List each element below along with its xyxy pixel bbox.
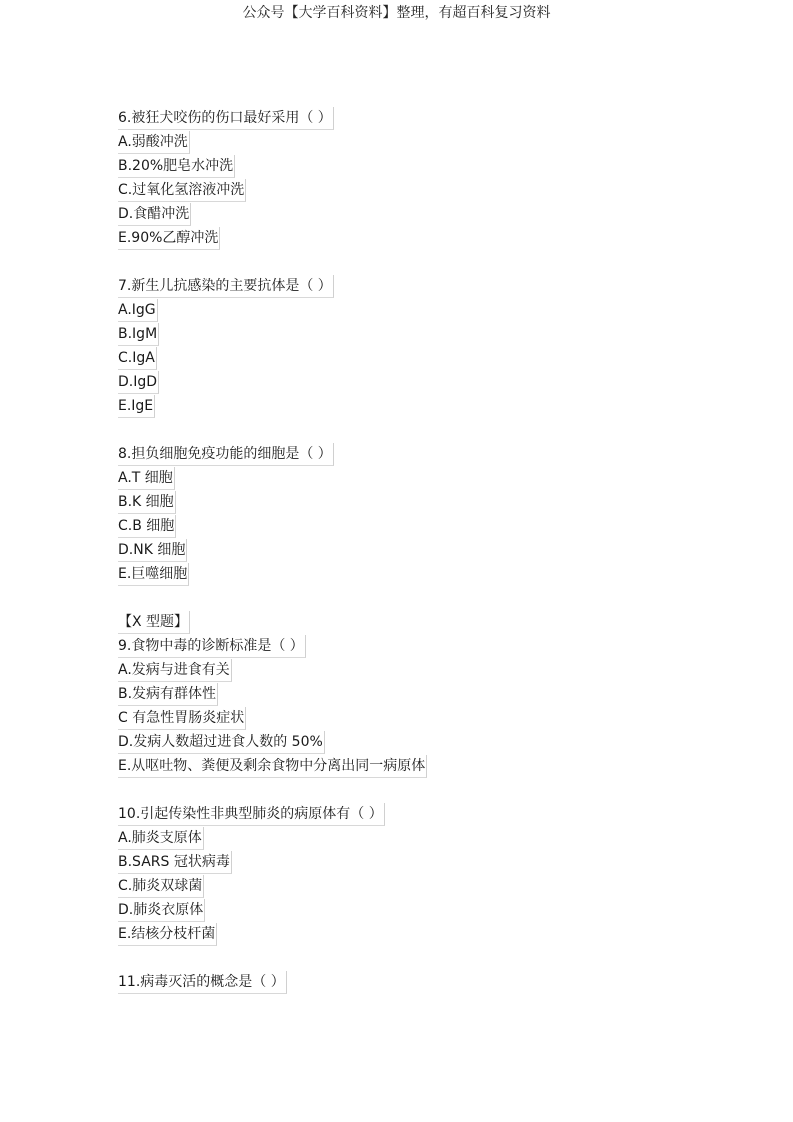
answer-option: C 有急性胃肠炎症状 (118, 706, 718, 730)
answer-option: B.发病有群体性 (118, 682, 718, 706)
answer-option: C.肺炎双球菌 (118, 874, 718, 898)
document-body (118, 106, 718, 994)
answer-option: E.从呕吐物、粪便及剩余食物中分离出同一病原体 (118, 754, 718, 778)
answer-option: B.20%肥皂水冲洗 (118, 154, 718, 178)
question-stem: 11.病毒灭活的概念是（ ） (118, 970, 718, 994)
answer-option: D.发病人数超过进食人数的 50% (118, 730, 718, 754)
answer-option: A.弱酸冲洗 (118, 130, 718, 154)
answer-option: B.K 细胞 (118, 490, 718, 514)
answer-option: E.90%乙醇冲洗 (118, 226, 718, 250)
answer-option: E.IgE (118, 394, 718, 418)
answer-option: A.IgG (118, 298, 718, 322)
answer-option: E.结核分枝杆菌 (118, 922, 718, 946)
answer-option: A.T 细胞 (118, 466, 718, 490)
answer-option: D.肺炎衣原体 (118, 898, 718, 922)
page-header: 公众号【大学百科资料】整理，有超百科复习资料 (242, 5, 551, 21)
answer-option: B.SARS 冠状病毒 (118, 850, 718, 874)
section-title: 【X 型题】 (118, 610, 718, 634)
answer-option: C.过氧化氢溶液冲洗 (118, 178, 718, 202)
answer-option: B.IgM (118, 322, 718, 346)
answer-option: C.IgA (118, 346, 718, 370)
question-stem: 8.担负细胞免疫功能的细胞是（ ） (118, 442, 718, 466)
answer-option: A.肺炎支原体 (118, 826, 718, 850)
question-stem: 6.被狂犬咬伤的伤口最好采用（ ） (118, 106, 718, 130)
question-stem: 10.引起传染性非典型肺炎的病原体有（ ） (118, 802, 718, 826)
answer-option: D.食醋冲洗 (118, 202, 718, 226)
answer-option: E.巨噬细胞 (118, 562, 718, 586)
answer-option: C.B 细胞 (118, 514, 718, 538)
answer-option: D.NK 细胞 (118, 538, 718, 562)
answer-option: A.发病与进食有关 (118, 658, 718, 682)
question-stem: 9.食物中毒的诊断标准是（ ） (118, 634, 718, 658)
answer-option: D.IgD (118, 370, 718, 394)
question-stem: 7.新生儿抗感染的主要抗体是（ ） (118, 274, 718, 298)
